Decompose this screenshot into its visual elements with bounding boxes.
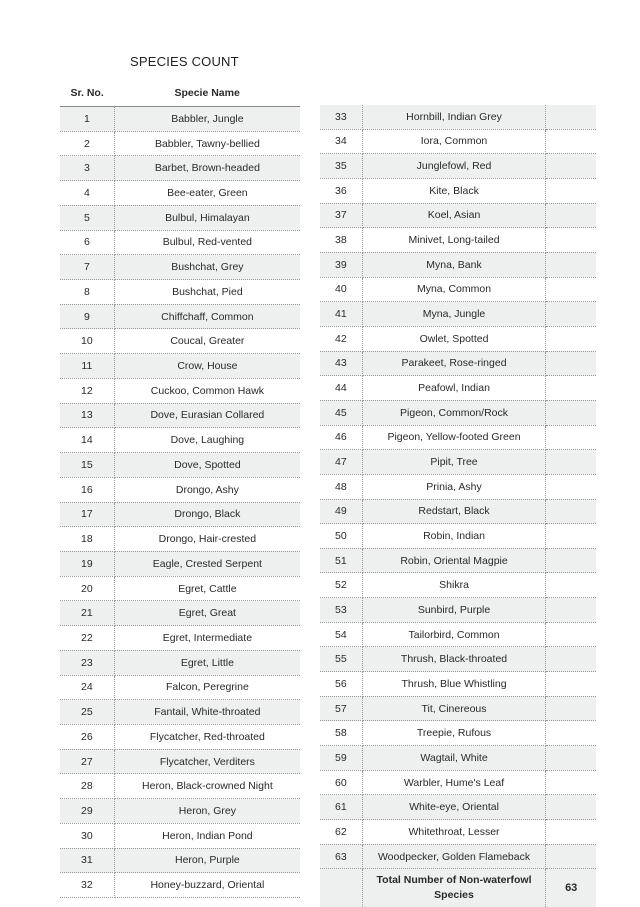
table-row bbox=[320, 573, 596, 598]
specie-name-cell: Barbet, Brown-headed bbox=[114, 156, 300, 181]
table-row bbox=[60, 675, 300, 700]
table-row bbox=[320, 425, 596, 450]
table-row bbox=[60, 848, 300, 873]
sr-no-cell: 32 bbox=[60, 873, 114, 898]
table-row bbox=[320, 450, 596, 475]
total-empty-cell bbox=[320, 869, 362, 907]
sr-no-cell: 9 bbox=[60, 304, 114, 329]
table-row bbox=[60, 304, 300, 329]
sr-no-cell: 12 bbox=[60, 378, 114, 403]
species-table-right bbox=[320, 105, 596, 907]
specie-name-cell: Myna, Common bbox=[362, 277, 546, 302]
table-row bbox=[320, 228, 596, 253]
table-row bbox=[60, 502, 300, 527]
specie-name-cell: Owlet, Spotted bbox=[362, 326, 546, 351]
table-row bbox=[60, 131, 300, 156]
sr-no-cell: 44 bbox=[320, 376, 362, 401]
sr-no-cell: 58 bbox=[320, 721, 362, 746]
empty-cell bbox=[546, 252, 596, 277]
sr-no-cell: 30 bbox=[60, 823, 114, 848]
species-table-left bbox=[60, 80, 300, 898]
header-sr-no: Sr. No. bbox=[60, 80, 114, 107]
total-row bbox=[320, 869, 596, 907]
empty-cell bbox=[546, 302, 596, 327]
table-row bbox=[320, 499, 596, 524]
sr-no-cell: 31 bbox=[60, 848, 114, 873]
table-header-row bbox=[60, 80, 300, 107]
empty-cell bbox=[546, 672, 596, 697]
table-row bbox=[320, 474, 596, 499]
specie-name-cell: Woodpecker, Golden Flameback bbox=[362, 844, 546, 869]
empty-cell bbox=[546, 154, 596, 179]
table-row bbox=[60, 453, 300, 478]
sr-no-cell: 26 bbox=[60, 724, 114, 749]
table-row bbox=[320, 178, 596, 203]
sr-no-cell: 11 bbox=[60, 354, 114, 379]
sr-no-cell: 14 bbox=[60, 428, 114, 453]
empty-cell bbox=[546, 647, 596, 672]
table-row bbox=[60, 749, 300, 774]
table-row bbox=[60, 576, 300, 601]
sr-no-cell: 24 bbox=[60, 675, 114, 700]
sr-no-cell: 23 bbox=[60, 650, 114, 675]
sr-no-cell: 21 bbox=[60, 601, 114, 626]
specie-name-cell: Pigeon, Yellow-footed Green bbox=[362, 425, 546, 450]
table-row bbox=[320, 696, 596, 721]
sr-no-cell: 60 bbox=[320, 770, 362, 795]
specie-name-cell: Shikra bbox=[362, 573, 546, 598]
sr-no-cell: 28 bbox=[60, 774, 114, 799]
table-row bbox=[60, 156, 300, 181]
sr-no-cell: 56 bbox=[320, 672, 362, 697]
total-value: 63 bbox=[546, 869, 596, 907]
specie-name-cell: Crow, House bbox=[114, 354, 300, 379]
specie-name-cell: Whitethroat, Lesser bbox=[362, 820, 546, 845]
table-row bbox=[320, 400, 596, 425]
sr-no-cell: 34 bbox=[320, 129, 362, 154]
table-row bbox=[60, 329, 300, 354]
table-row bbox=[320, 105, 596, 129]
sr-no-cell: 39 bbox=[320, 252, 362, 277]
specie-name-cell: Bulbul, Himalayan bbox=[114, 205, 300, 230]
table-row bbox=[60, 255, 300, 280]
specie-name-cell: Thrush, Black-throated bbox=[362, 647, 546, 672]
specie-name-cell: Egret, Little bbox=[114, 650, 300, 675]
sr-no-cell: 48 bbox=[320, 474, 362, 499]
specie-name-cell: Falcon, Peregrine bbox=[114, 675, 300, 700]
specie-name-cell: Dove, Eurasian Collared bbox=[114, 403, 300, 428]
table-row bbox=[60, 354, 300, 379]
table-row bbox=[60, 650, 300, 675]
specie-name-cell: Flycatcher, Verditers bbox=[114, 749, 300, 774]
specie-name-cell: Cuckoo, Common Hawk bbox=[114, 378, 300, 403]
sr-no-cell: 63 bbox=[320, 844, 362, 869]
sr-no-cell: 15 bbox=[60, 453, 114, 478]
table-row bbox=[320, 376, 596, 401]
sr-no-cell: 27 bbox=[60, 749, 114, 774]
sr-no-cell: 62 bbox=[320, 820, 362, 845]
empty-cell bbox=[546, 721, 596, 746]
table-row bbox=[60, 823, 300, 848]
specie-name-cell: Heron, Indian Pond bbox=[114, 823, 300, 848]
table-row bbox=[60, 601, 300, 626]
sr-no-cell: 2 bbox=[60, 131, 114, 156]
specie-name-cell: Minivet, Long-tailed bbox=[362, 228, 546, 253]
sr-no-cell: 22 bbox=[60, 626, 114, 651]
sr-no-cell: 47 bbox=[320, 450, 362, 475]
specie-name-cell: Egret, Intermediate bbox=[114, 626, 300, 651]
empty-cell bbox=[546, 548, 596, 573]
table-row bbox=[320, 548, 596, 573]
specie-name-cell: Babbler, Jungle bbox=[114, 107, 300, 132]
specie-name-cell: Peafowl, Indian bbox=[362, 376, 546, 401]
empty-cell bbox=[546, 376, 596, 401]
table-row bbox=[60, 181, 300, 206]
table-row bbox=[320, 770, 596, 795]
empty-cell bbox=[546, 203, 596, 228]
sr-no-cell: 8 bbox=[60, 280, 114, 305]
table-row bbox=[320, 277, 596, 302]
sr-no-cell: 51 bbox=[320, 548, 362, 573]
specie-name-cell: Pigeon, Common/Rock bbox=[362, 400, 546, 425]
sr-no-cell: 53 bbox=[320, 598, 362, 623]
sr-no-cell: 20 bbox=[60, 576, 114, 601]
table-row bbox=[60, 428, 300, 453]
specie-name-cell: Redstart, Black bbox=[362, 499, 546, 524]
table-row bbox=[320, 351, 596, 376]
sr-no-cell: 16 bbox=[60, 477, 114, 502]
specie-name-cell: Eagle, Crested Serpent bbox=[114, 551, 300, 576]
sr-no-cell: 4 bbox=[60, 181, 114, 206]
sr-no-cell: 6 bbox=[60, 230, 114, 255]
sr-no-cell: 40 bbox=[320, 277, 362, 302]
sr-no-cell: 10 bbox=[60, 329, 114, 354]
sr-no-cell: 61 bbox=[320, 795, 362, 820]
specie-name-cell: Heron, Black-crowned Night bbox=[114, 774, 300, 799]
specie-name-cell: Robin, Indian bbox=[362, 524, 546, 549]
empty-cell bbox=[546, 228, 596, 253]
table-row bbox=[320, 844, 596, 869]
sr-no-cell: 19 bbox=[60, 551, 114, 576]
table-row bbox=[320, 203, 596, 228]
sr-no-cell: 37 bbox=[320, 203, 362, 228]
table-row bbox=[60, 280, 300, 305]
sr-no-cell: 57 bbox=[320, 696, 362, 721]
specie-name-cell: Heron, Purple bbox=[114, 848, 300, 873]
sr-no-cell: 54 bbox=[320, 622, 362, 647]
specie-name-cell: Fantail, White-throated bbox=[114, 700, 300, 725]
sr-no-cell: 18 bbox=[60, 527, 114, 552]
sr-no-cell: 55 bbox=[320, 647, 362, 672]
table-row bbox=[320, 524, 596, 549]
empty-cell bbox=[546, 178, 596, 203]
table-row bbox=[60, 205, 300, 230]
specie-name-cell: Koel, Asian bbox=[362, 203, 546, 228]
specie-name-cell: Dove, Laughing bbox=[114, 428, 300, 453]
empty-cell bbox=[546, 450, 596, 475]
specie-name-cell: Prinia, Ashy bbox=[362, 474, 546, 499]
table-row bbox=[60, 527, 300, 552]
specie-name-cell: Flycatcher, Red-throated bbox=[114, 724, 300, 749]
specie-name-cell: Dove, Spotted bbox=[114, 453, 300, 478]
table-row bbox=[60, 403, 300, 428]
table-row bbox=[320, 252, 596, 277]
specie-name-cell: Junglefowl, Red bbox=[362, 154, 546, 179]
sr-no-cell: 25 bbox=[60, 700, 114, 725]
sr-no-cell: 29 bbox=[60, 799, 114, 824]
table-row bbox=[60, 774, 300, 799]
empty-cell bbox=[546, 351, 596, 376]
empty-cell bbox=[546, 105, 596, 129]
empty-cell bbox=[546, 844, 596, 869]
table-row bbox=[320, 154, 596, 179]
sr-no-cell: 49 bbox=[320, 499, 362, 524]
sr-no-cell: 7 bbox=[60, 255, 114, 280]
sr-no-cell: 46 bbox=[320, 425, 362, 450]
empty-cell bbox=[546, 696, 596, 721]
specie-name-cell: White-eye, Oriental bbox=[362, 795, 546, 820]
specie-name-cell: Drongo, Hair-crested bbox=[114, 527, 300, 552]
empty-cell bbox=[546, 795, 596, 820]
specie-name-cell: Egret, Cattle bbox=[114, 576, 300, 601]
table-row bbox=[60, 551, 300, 576]
empty-cell bbox=[546, 622, 596, 647]
specie-name-cell: Thrush, Blue Whistling bbox=[362, 672, 546, 697]
specie-name-cell: Drongo, Black bbox=[114, 502, 300, 527]
specie-name-cell: Heron, Grey bbox=[114, 799, 300, 824]
table-row bbox=[320, 129, 596, 154]
empty-cell bbox=[546, 474, 596, 499]
table-row bbox=[320, 598, 596, 623]
specie-name-cell: Treepie, Rufous bbox=[362, 721, 546, 746]
sr-no-cell: 3 bbox=[60, 156, 114, 181]
sr-no-cell: 59 bbox=[320, 746, 362, 771]
table-row bbox=[60, 724, 300, 749]
sr-no-cell: 41 bbox=[320, 302, 362, 327]
table-row bbox=[320, 721, 596, 746]
empty-cell bbox=[546, 770, 596, 795]
table-row bbox=[60, 626, 300, 651]
empty-cell bbox=[546, 499, 596, 524]
specie-name-cell: Babbler, Tawny-bellied bbox=[114, 131, 300, 156]
empty-cell bbox=[546, 524, 596, 549]
sr-no-cell: 5 bbox=[60, 205, 114, 230]
total-label: Total Number of Non-waterfowl Species bbox=[362, 869, 546, 907]
table-row bbox=[60, 700, 300, 725]
table-row bbox=[320, 795, 596, 820]
table-row bbox=[320, 746, 596, 771]
table-row bbox=[320, 302, 596, 327]
specie-name-cell: Egret, Great bbox=[114, 601, 300, 626]
sr-no-cell: 33 bbox=[320, 105, 362, 129]
sr-no-cell: 35 bbox=[320, 154, 362, 179]
sr-no-cell: 52 bbox=[320, 573, 362, 598]
table-row bbox=[60, 873, 300, 898]
specie-name-cell: Warbler, Hume's Leaf bbox=[362, 770, 546, 795]
specie-name-cell: Wagtail, White bbox=[362, 746, 546, 771]
specie-name-cell: Robin, Oriental Magpie bbox=[362, 548, 546, 573]
specie-name-cell: Hornbill, Indian Grey bbox=[362, 105, 546, 129]
specie-name-cell: Tit, Cinereous bbox=[362, 696, 546, 721]
table-row bbox=[60, 378, 300, 403]
specie-name-cell: Coucal, Greater bbox=[114, 329, 300, 354]
empty-cell bbox=[546, 746, 596, 771]
table-row bbox=[320, 326, 596, 351]
specie-name-cell: Bushchat, Pied bbox=[114, 280, 300, 305]
empty-cell bbox=[546, 425, 596, 450]
specie-name-cell: Iora, Common bbox=[362, 129, 546, 154]
specie-name-cell: Bee-eater, Green bbox=[114, 181, 300, 206]
empty-cell bbox=[546, 820, 596, 845]
table-row bbox=[60, 230, 300, 255]
table-row bbox=[320, 622, 596, 647]
header-specie-name: Specie Name bbox=[114, 80, 300, 107]
page-title: SPECIES COUNT bbox=[130, 54, 239, 69]
sr-no-cell: 45 bbox=[320, 400, 362, 425]
specie-name-cell: Bushchat, Grey bbox=[114, 255, 300, 280]
table-row bbox=[320, 647, 596, 672]
specie-name-cell: Myna, Jungle bbox=[362, 302, 546, 327]
specie-name-cell: Myna, Bank bbox=[362, 252, 546, 277]
specie-name-cell: Parakeet, Rose-ringed bbox=[362, 351, 546, 376]
sr-no-cell: 13 bbox=[60, 403, 114, 428]
sr-no-cell: 42 bbox=[320, 326, 362, 351]
specie-name-cell: Chiffchaff, Common bbox=[114, 304, 300, 329]
table-row bbox=[320, 672, 596, 697]
specie-name-cell: Honey-buzzard, Oriental bbox=[114, 873, 300, 898]
empty-cell bbox=[546, 573, 596, 598]
sr-no-cell: 50 bbox=[320, 524, 362, 549]
empty-cell bbox=[546, 598, 596, 623]
table-row bbox=[60, 107, 300, 132]
sr-no-cell: 17 bbox=[60, 502, 114, 527]
sr-no-cell: 1 bbox=[60, 107, 114, 132]
specie-name-cell: Pipit, Tree bbox=[362, 450, 546, 475]
sr-no-cell: 36 bbox=[320, 178, 362, 203]
table-row bbox=[320, 820, 596, 845]
empty-cell bbox=[546, 277, 596, 302]
specie-name-cell: Sunbird, Purple bbox=[362, 598, 546, 623]
sr-no-cell: 38 bbox=[320, 228, 362, 253]
table-row bbox=[60, 477, 300, 502]
table-row bbox=[60, 799, 300, 824]
empty-cell bbox=[546, 326, 596, 351]
sr-no-cell: 43 bbox=[320, 351, 362, 376]
empty-cell bbox=[546, 129, 596, 154]
specie-name-cell: Kite, Black bbox=[362, 178, 546, 203]
specie-name-cell: Bulbul, Red-vented bbox=[114, 230, 300, 255]
specie-name-cell: Tailorbird, Common bbox=[362, 622, 546, 647]
specie-name-cell: Drongo, Ashy bbox=[114, 477, 300, 502]
empty-cell bbox=[546, 400, 596, 425]
